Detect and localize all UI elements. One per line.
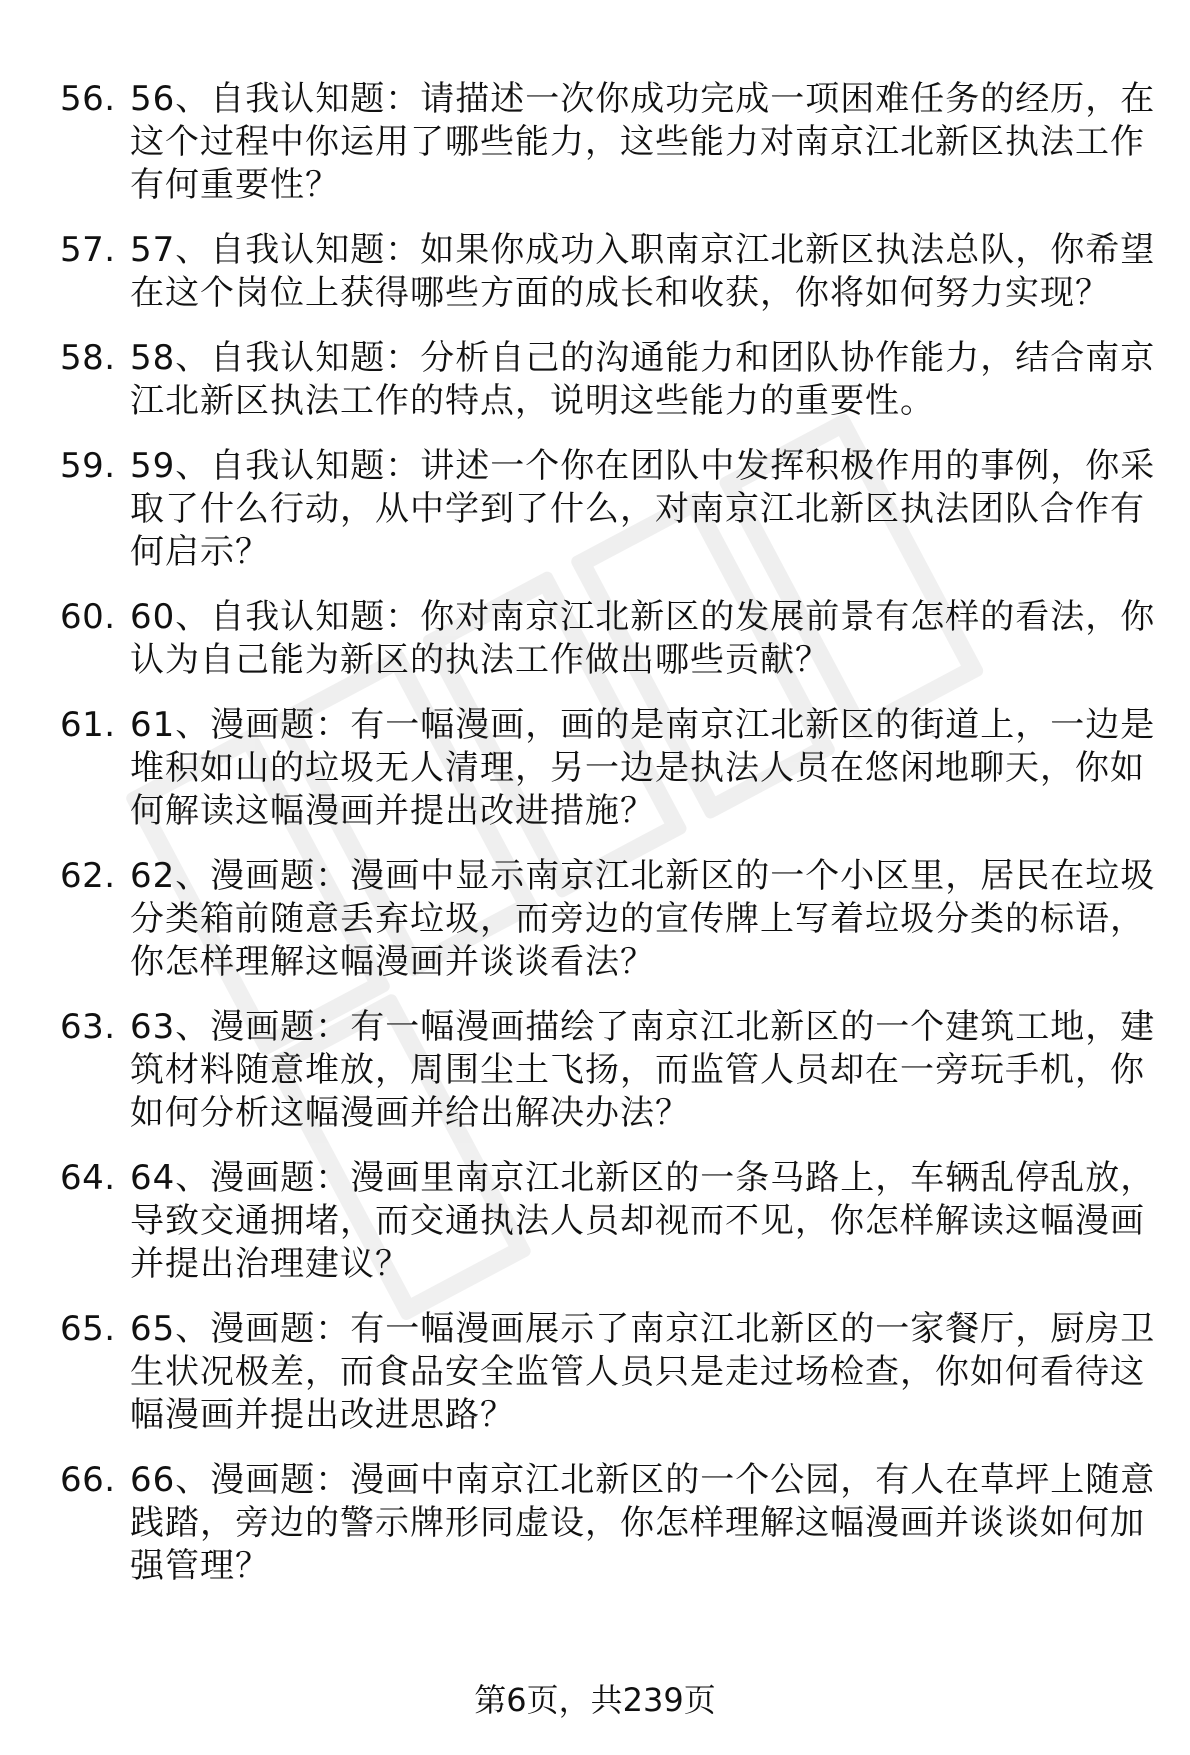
item-text: 57、自我认知题：如果你成功入职南京江北新区执法总队，你希望在这个岗位上获得哪些方面的成长和收获，你将如何努力实现？ <box>130 230 1156 313</box>
item-number: 59. <box>60 446 116 486</box>
list-item <box>60 445 1160 574</box>
item-text: 60、自我认知题：你对南京江北新区的发展前景有怎样的看法，你认为自己能为新区的执法工作做出哪些贡献？ <box>130 597 1156 680</box>
item-text: 65、漫画题：有一幅漫画展示了南京江北新区的一家餐厅，厨房卫生状况极差，而食品安全监管人员只是走过场检查，你如何看待这幅漫画并提出改进思路？ <box>130 1309 1156 1435</box>
page-number-label: 第6页，共239页 <box>474 1681 716 1719</box>
item-number: 61. <box>60 705 116 745</box>
item-number: 62. <box>60 856 116 896</box>
item-number: 66. <box>60 1460 116 1500</box>
item-text: 64、漫画题：漫画里南京江北新区的一条马路上，车辆乱停乱放，导致交通拥堵，而交通执法人员却视而不见，你怎样解读这幅漫画并提出治理建议？ <box>130 1158 1156 1284</box>
list-item <box>60 704 1160 833</box>
item-number: 56. <box>60 79 116 119</box>
list-item <box>60 1308 1160 1437</box>
item-text: 59、自我认知题：讲述一个你在团队中发挥积极作用的事例，你采取了什么行动，从中学到了什么，对南京江北新区执法团队合作有何启示？ <box>130 446 1156 572</box>
item-number: 60. <box>60 597 116 637</box>
item-text: 56、自我认知题：请描述一次你成功完成一项困难任务的经历，在这个过程中你运用了哪些能力，这些能力对南京江北新区执法工作有何重要性？ <box>130 79 1156 205</box>
item-number: 57. <box>60 230 116 270</box>
item-text: 58、自我认知题：分析自己的沟通能力和团队协作能力，结合南京江北新区执法工作的特点，说明这些能力的重要性。 <box>130 338 1156 421</box>
item-number: 58. <box>60 338 116 378</box>
list-item <box>60 855 1160 984</box>
item-text: 62、漫画题：漫画中显示南京江北新区的一个小区里，居民在垃圾分类箱前随意丢弃垃圾，而旁边的宣传牌上写着垃圾分类的标语，你怎样理解这幅漫画并谈谈看法？ <box>130 856 1156 982</box>
item-text: 63、漫画题：有一幅漫画描绘了南京江北新区的一个建筑工地，建筑材料随意堆放，周围尘土飞扬，而监管人员却在一旁玩手机，你如何分析这幅漫画并给出解决办法？ <box>130 1007 1156 1133</box>
list-item <box>60 1006 1160 1135</box>
list-item <box>60 78 1160 207</box>
item-text: 66、漫画题：漫画中南京江北新区的一个公园，有人在草坪上随意践踏，旁边的警示牌形同虚设，你怎样理解这幅漫画并谈谈如何加强管理？ <box>130 1460 1156 1586</box>
item-number: 63. <box>60 1007 116 1047</box>
list-item <box>60 1157 1160 1286</box>
item-text: 61、漫画题：有一幅漫画，画的是南京江北新区的街道上，一边是堆积如山的垃圾无人清理，另一边是执法人员在悠闲地聊天，你如何解读这幅漫画并提出改进措施？ <box>130 705 1156 831</box>
list-item <box>60 337 1160 423</box>
list-item <box>60 229 1160 315</box>
list-item <box>60 1459 1160 1588</box>
question-list <box>60 78 1160 1610</box>
item-number: 64. <box>60 1158 116 1198</box>
list-item <box>60 596 1160 682</box>
page-footer <box>0 1680 1190 1720</box>
item-number: 65. <box>60 1309 116 1349</box>
